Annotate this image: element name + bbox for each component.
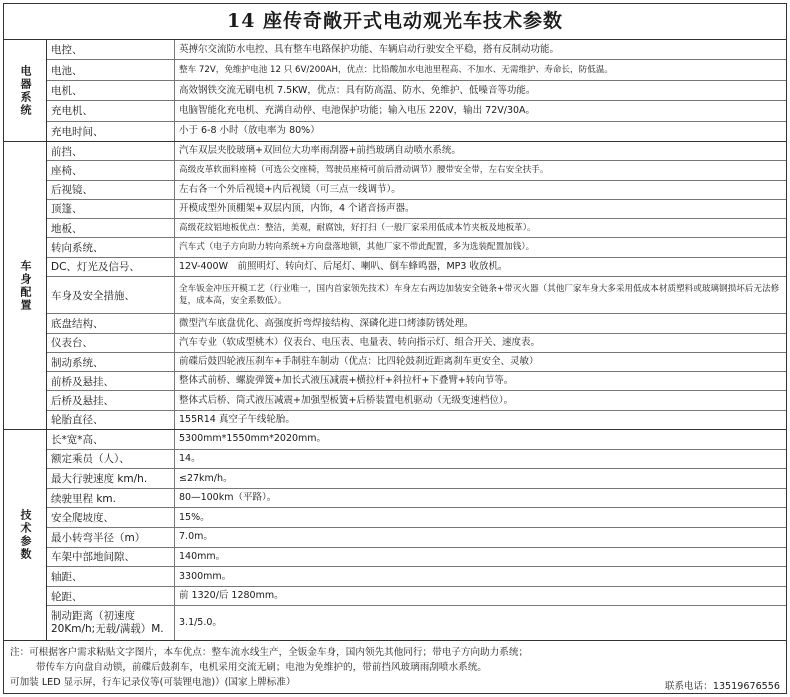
- spec-row: [47, 181, 786, 200]
- spec-value: 14。: [179, 452, 201, 464]
- spec-key: 底盘结构、: [47, 314, 175, 332]
- spec-row: [47, 411, 786, 429]
- footnote: [4, 641, 786, 697]
- page-title: 14 座传奇敞开式电动观光车技术参数: [4, 4, 786, 40]
- spec-key: 转向系统、: [47, 238, 175, 256]
- spec-value: 3300mm。: [179, 570, 232, 582]
- spec-value: 高级皮革软面料座椅（可选公交座椅，驾驶员座椅可前后滑动调节）腰带安全带，左右安全扶手。: [179, 165, 549, 176]
- spec-key: 充电机、: [47, 101, 175, 120]
- spec-key: 顶篷、: [47, 200, 175, 218]
- spec-row: [47, 200, 786, 219]
- spec-value: ≤27km/h。: [179, 472, 233, 484]
- spec-key: 额定乘员（人）、: [47, 450, 175, 469]
- spec-row: [47, 161, 786, 180]
- spec-row: [47, 238, 786, 257]
- spec-row: [47, 219, 786, 238]
- spec-key: 轮胎直径、: [47, 411, 175, 429]
- spec-key: 座椅、: [47, 161, 175, 179]
- spec-row: [47, 40, 786, 60]
- spec-value: 整体式前桥、螺旋弹簧+加长式液压减震+横拉杆+斜拉杆+下叠臂+转向节等。: [179, 375, 514, 387]
- spec-value: 高效钢铁交流无刷电机 7.5KW，优点：具有防高温、防水、免维护、低噪音等功能。: [179, 84, 536, 96]
- spec-value: 155R14 真空子午线轮胎。: [179, 413, 295, 425]
- spec-row: [47, 391, 786, 410]
- section-electrical: [4, 40, 786, 142]
- spec-key: 长*宽*高、: [47, 430, 175, 449]
- spec-value: 80—100km（平路）。: [179, 492, 277, 504]
- spec-key: 电机、: [47, 81, 175, 100]
- spec-row: [47, 101, 786, 121]
- spec-key: 充电时间、: [47, 122, 175, 141]
- spec-row: [47, 81, 786, 101]
- spec-value: 高级花纹铝地板优点：整洁，美观，耐腐蚀，好打扫（一般厂家采用低成本竹夹板及地板革）。: [179, 223, 536, 234]
- spec-key: 前挡、: [47, 142, 175, 160]
- spec-sheet: [3, 3, 787, 694]
- spec-value: 3.1/5.0。: [179, 617, 222, 629]
- spec-value: 左右各一个外后视镜+内后视镜（可三点一线调节）。: [179, 183, 401, 195]
- spec-value: 整体式后桥、筒式液压减震+加强型板簧+后桥装置电机驱动（无级变速档位）。: [179, 394, 514, 406]
- spec-row: [47, 258, 786, 277]
- spec-rows: [47, 142, 786, 429]
- footnote-line: 可加装 LED 显示屏，行车记录仪等(可装锂电池)）(国家上牌标准）: [10, 677, 296, 688]
- spec-value: 12V-400W 前照明灯、转向灯、后尾灯、喇叭、倒车蜂鸣器，MP3 收放机。: [179, 260, 508, 272]
- spec-value: 7.0m。: [179, 531, 213, 543]
- spec-key: 后视镜、: [47, 181, 175, 199]
- spec-key: 制动距离（初速度 20Km/h;无载/满载）M.: [47, 606, 175, 640]
- spec-key: 制动系统、: [47, 353, 175, 371]
- contact-phone: 联系电话：13519676556: [664, 681, 780, 692]
- spec-key: 最大行驶速度 km/h.: [47, 469, 175, 488]
- spec-value: 前 1320/后 1280mm。: [179, 590, 284, 602]
- spec-key: 前桥及悬挂、: [47, 372, 175, 390]
- spec-value: 电脑智能化充电机、充满自动停、电池保护功能；输入电压 220V，输出 72V/30A。: [179, 104, 536, 116]
- spec-value: 汽车专业（软成型桃木）仪表台、电压表、电量表、转向指示灯、组合开关、速度表。: [179, 336, 541, 348]
- spec-key: 最小转弯半径（m）: [47, 528, 175, 547]
- spec-key: 轮距、: [47, 587, 175, 606]
- category-label: 电器系统: [4, 40, 47, 141]
- spec-value: 15%。: [179, 511, 210, 523]
- spec-key: 安全爬坡度、: [47, 508, 175, 527]
- spec-row: [47, 606, 786, 640]
- spec-row: [47, 450, 786, 470]
- spec-value: 全车钣金冲压开模工艺（行业唯一，国内首家领先技术）车身左右两边加装安全链条+带灭火器（其他厂家车身大多采用低成本材质塑料或玻璃钢损坏后无法修复，成本高，安全系数低）。: [179, 284, 780, 307]
- spec-value: 整车 72V，免维护电池 12 只 6V/200AH，优点：比铅酸加水电池里程高、不加水、无需维护、寿命长，防低温。: [179, 65, 614, 76]
- spec-row: [47, 528, 786, 548]
- spec-row: [47, 548, 786, 568]
- spec-value: 开模成型外顶棚架+双层内顶，内饰，4 个诸音扬声器。: [179, 202, 415, 214]
- category-label: 车身配置: [4, 142, 47, 429]
- spec-key: 轴距、: [47, 567, 175, 586]
- spec-row: [47, 142, 786, 161]
- spec-row: [47, 489, 786, 509]
- spec-value: 140mm。: [179, 550, 226, 562]
- spec-key: 地板、: [47, 219, 175, 237]
- footnote-line: 带传车方向盘自动锁，前碟后鼓刹车，电机采用交流无刷；电池为免维护的，带前挡风玻璃雨刮喷水系统。: [36, 662, 487, 673]
- spec-row: [47, 567, 786, 587]
- spec-value: 微型汽车底盘优化、高强度折弯焊接结构、深磷化进口烤漆防锈处理。: [179, 317, 474, 329]
- spec-value: 汽车式（电子方向助力转向系统+方向盘落地锁，其他厂家不带此配置，多为选装配置加钱）。: [179, 242, 535, 253]
- spec-value: 5300mm*1550mm*2020mm。: [179, 433, 327, 445]
- spec-row: [47, 587, 786, 607]
- spec-value: 小于 6-8 小时（放电率为 80%）: [179, 125, 320, 137]
- spec-key: 车身及安全措施、: [47, 277, 175, 314]
- spec-row: [47, 122, 786, 141]
- spec-row: [47, 372, 786, 391]
- spec-key: 仪表台、: [47, 334, 175, 352]
- spec-row: [47, 314, 786, 333]
- spec-row: [47, 353, 786, 372]
- spec-key: DC、灯光及信号、: [47, 258, 175, 276]
- spec-rows: [47, 430, 786, 640]
- spec-key: 电池、: [47, 60, 175, 79]
- spec-row: [47, 60, 786, 80]
- spec-value: 前碟后鼓四轮液压刹车+手制驻车制动（优点：比四轮鼓刹近距离刹车更安全、灵敏）: [179, 356, 539, 368]
- spec-row: [47, 277, 786, 315]
- spec-row: [47, 469, 786, 489]
- section-tech-params: [4, 430, 786, 641]
- spec-value: 汽车双层夹胶玻璃+双回位大功率雨刮器+前挡玻璃自动喷水系统。: [179, 145, 461, 157]
- section-body-config: [4, 142, 786, 430]
- spec-key: 电控、: [47, 40, 175, 59]
- spec-rows: [47, 40, 786, 141]
- spec-row: [47, 430, 786, 450]
- spec-row: [47, 508, 786, 528]
- category-label: 技术参数: [4, 430, 47, 640]
- spec-key: 续驶里程 km.: [47, 489, 175, 508]
- spec-value: 英搏尔交流防水电控、具有整车电路保护功能、车辆启动行驶安全平稳，搭有反制动功能。: [179, 43, 560, 55]
- spec-key: 车架中部地间隙、: [47, 548, 175, 567]
- spec-row: [47, 334, 786, 353]
- spec-key: 后桥及悬挂、: [47, 391, 175, 409]
- footnote-line: 注：可根据客户需求粘贴文字图片，本车优点：整车流水线生产，全钣金车身，国内领先其他同行；带电子方向助力系统；: [10, 647, 529, 658]
